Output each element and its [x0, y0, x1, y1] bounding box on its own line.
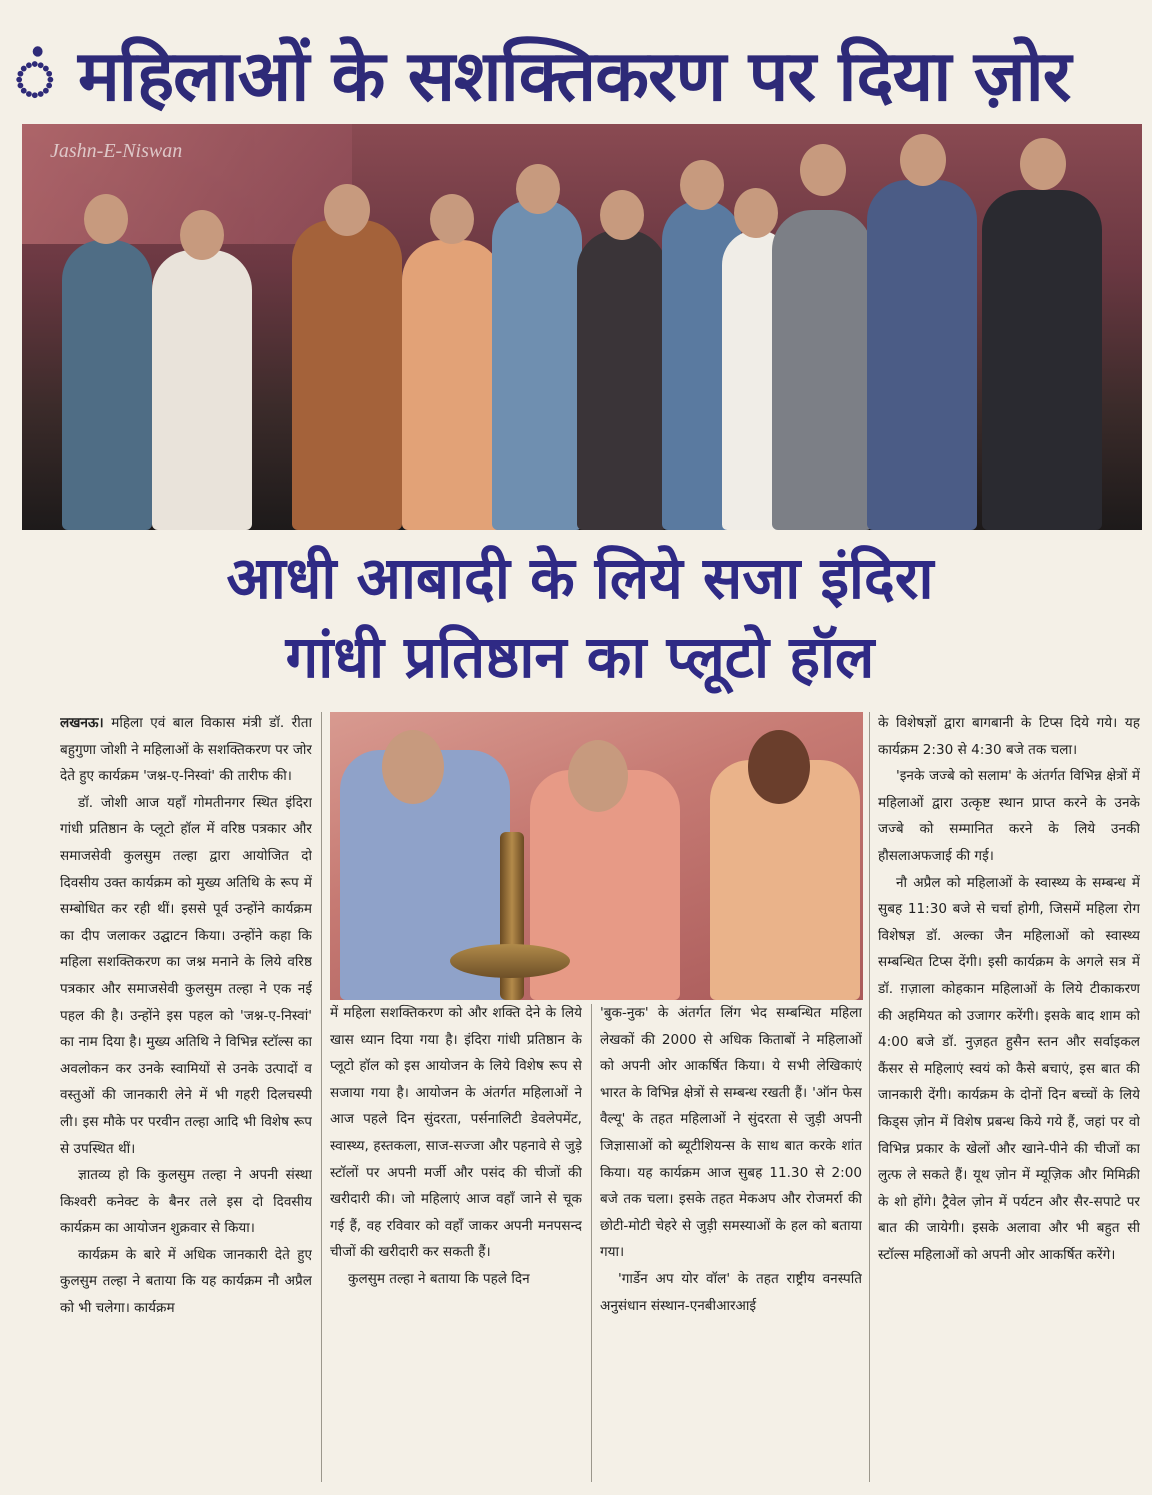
- person-head: [84, 194, 128, 244]
- person-figure: [152, 250, 252, 530]
- person-head: [180, 210, 224, 260]
- person-head: [1020, 138, 1066, 190]
- person-head: [516, 164, 560, 214]
- article-paragraph: नौ अप्रैल को महिलाओं के स्वास्थ्य के सम्बन्ध में सुबह 11:30 बजे से चर्चा होगी, जिसमें महिला रोग विशेषज्ञ डॉ. अल्का जैन महिलाओं को स्वास्थ्य सम्बन्धित टिप्स देंगी। इसी कार्यक्रम के अगले सत्र में डॉ. ग़ज़ाला कोहकान महिलाओं के लिये टीकाकरण की अहमियत को उजागर करेंगी। इसके बाद शाम को 4:00 बजे डॉ. नुज़हत हुसैन स्तन और सर्वाइकल कैंसर से महिलाएं स्वयं को कैसे बचाएं, इस बात की जानकारी देंगी। कार्यक्रम के दोनों दिन बच्चों के लिये किड्स ज़ोन में विशेष प्रबन्ध किये गये हैं, जहां पर वो विभिन्न प्रकार के खेलों और खाने-पीने की चीजों का लुत्फ ले सकते हैं। यूथ ज़ोन में म्यूज़िक और मिमिक्री के शो होंगे। ट्रैवेल ज़ोन में पर्यटन और सैर-सपाटे पर बात की जायेगी। इसके अलावा और भी बहुत सी स्टॉल्स महिलाओं को अपनी ओर आकर्षित करेंगे।: [878, 874, 1140, 1263]
- article-column-1: [60, 710, 312, 1480]
- banner-text: Jashn-E-Niswan: [50, 140, 183, 162]
- lamp-base: [450, 944, 570, 978]
- person-figure: [492, 200, 582, 530]
- article-paragraph: 'इनके जज्बे को सलाम' के अंतर्गत विभिन्न क्षेत्रों में महिलाओं द्वारा उत्कृष्ट स्थान प्राप्त करने के उनके जज्बे को सम्मानित करने के लिये उनकी हौसलाअफजाई की गई।: [878, 768, 1140, 864]
- sub-headline-line-2: गांधी प्रतिष्ठान का प्लूटो हॉल: [285, 623, 875, 691]
- person-figure: [772, 210, 872, 530]
- article-paragraph: के विशेषज्ञों द्वारा बागबानी के टिप्स दिये गये। यह कार्यक्रम 2:30 से 4:30 बजे तक चला।: [878, 715, 1140, 758]
- person-head: [748, 730, 810, 804]
- article-paragraph: में महिला सशक्तिकरण को और शक्ति देने के लिये खास ध्यान दिया गया है। इंदिरा गांधी प्रतिष्ठान के प्लूटो हॉल को इस आयोजन के लिये विशेष रूप से सजाया गया है। आयोजन के अंतर्गत महिलाओं ने आज पहले दिन सुंदरता, पर्सनालिटी डेवलेपमेंट, स्वास्थ्य, हस्तकला, साज-सज्जा और पहनावे से जुड़े स्टॉलों पर अपनी मर्जी और पसंद की चीजों की खरीदारी की। जो महिलाएं आज वहाँ जाने से चूक गई हैं, वह रविवार को वहाँ जाकर अपनी मनपसन्द चीजों की खरीदारी कर सकती हैं।: [330, 1005, 582, 1261]
- sub-headline: [40, 538, 1120, 698]
- article-paragraph: 'बुक-नुक' के अंतर्गत लिंग भेद सम्बन्धित महिला लेखकों की 2000 से अधिक किताबों ने महिलाओं को अपनी ओर आकर्षित किया। ये सभी लेखिकाएं भारत के विभिन्न क्षेत्रों से सम्बन्ध रखती हैं। 'ऑन फेस वैल्यू' के तहत महिलाओं ने सुंदरता से जुड़ी अपनी जिज्ञासाओं को ब्यूटीशियन्स के साथ बात करके शांत किया। यह कार्यक्रम आज सुबह 11.30 से 2:00 बजे तक चला। इसके तहत मेकअप और रोजमर्रा की छोटी-मोटी चेहरे से जुड़ी समस्याओं के हल को बताया गया।: [600, 1005, 862, 1261]
- person-head: [382, 730, 444, 804]
- article-column-2: [330, 1000, 582, 1480]
- lamp-lighting-photo: [330, 712, 863, 1000]
- person-head: [600, 190, 644, 240]
- person-head: [430, 194, 474, 244]
- event-group-photo: [22, 124, 1142, 530]
- person-figure: [62, 240, 152, 530]
- article-paragraph: कुलसुम तल्हा ने बताया कि पहले दिन: [348, 1270, 530, 1287]
- article-paragraph: कार्यक्रम के बारे में अधिक जानकारी देते हुए कुलसुम तल्हा ने बताया कि यह कार्यक्रम नौ अप्रैल को भी चलेगा। कार्यक्रम: [60, 1246, 312, 1317]
- person-head: [568, 740, 628, 812]
- article-paragraph: लखनऊ। महिला एवं बाल विकास मंत्री डॉ. रीता बहुगुणा जोशी ने महिलाओं के सशक्तिकरण पर जोर देते हुए कार्यक्रम 'जश्न-ए-निस्वां' की तारीफ की।: [60, 715, 312, 785]
- person-figure: [402, 240, 502, 530]
- person-head: [324, 184, 370, 236]
- article-paragraph: डॉ. जोशी आज यहाँ गोमतीनगर स्थित इंदिरा गांधी प्रतिष्ठान के प्लूटो हॉल में वरिष्ठ पत्रकार और समाजसेवी कुलसुम तल्हा द्वारा आयोजित दो दिवसीय उक्त कार्यक्रम को मुख्य अतिथि के रूप में सम्बोधित कर रही थीं। इससे पूर्व उन्होंने कार्यक्रम का दीप जलाकर उद्घाटन किया। उन्होंने कहा कि महिला सशक्तिकरण का जश्न मनाने के लिये वरिष्ठ पत्रकार और समाजसेवी कुलसुम तल्हा ने एक नई पहल की है। उन्होंने इस पहल को 'जश्न-ए-निस्वां' का नाम दिया है। मुख्य अतिथि ने विभिन्न स्टॉल्स का अवलोकन कर उनके स्वामियों से उनके उत्पादों व वस्तुओं की जानकारी लेने में भी गहरी दिलचस्पी ली। इस मौके पर परवीन तल्हा आदि भी विशेष रूप से उपस्थित थीं।: [60, 794, 312, 1157]
- person-figure: [577, 230, 667, 530]
- person-figure: [982, 190, 1102, 530]
- person-figure: [867, 180, 977, 530]
- article-paragraph: ज्ञातव्य हो कि कुलसुम तल्हा ने अपनी संस्था किश्वरी कनेक्ट के बैनर तले इस दो दिवसीय कार्यक्रम का आयोजन शुक्रवार से किया।: [60, 1167, 312, 1237]
- article-column-3: [600, 1000, 862, 1480]
- person-figure: [292, 220, 402, 530]
- top-headline: ं महिलाओं के सशक्तिकरण पर दिया ज़ोर: [14, 35, 1071, 117]
- dateline: लखनऊ।: [60, 715, 104, 731]
- person-head: [800, 144, 846, 196]
- article-column-4: [878, 710, 1140, 1480]
- sub-headline-line-1: आधी आबादी के लिये सजा इंदिरा: [226, 544, 934, 612]
- person-head: [680, 160, 724, 210]
- article-paragraph: 'गार्डेन अप योर वॉल' के तहत राष्ट्रीय वनस्पति अनुसंधान संस्थान-एनबीआरआई: [600, 1270, 862, 1314]
- person-head: [734, 188, 778, 238]
- person-head: [900, 134, 946, 186]
